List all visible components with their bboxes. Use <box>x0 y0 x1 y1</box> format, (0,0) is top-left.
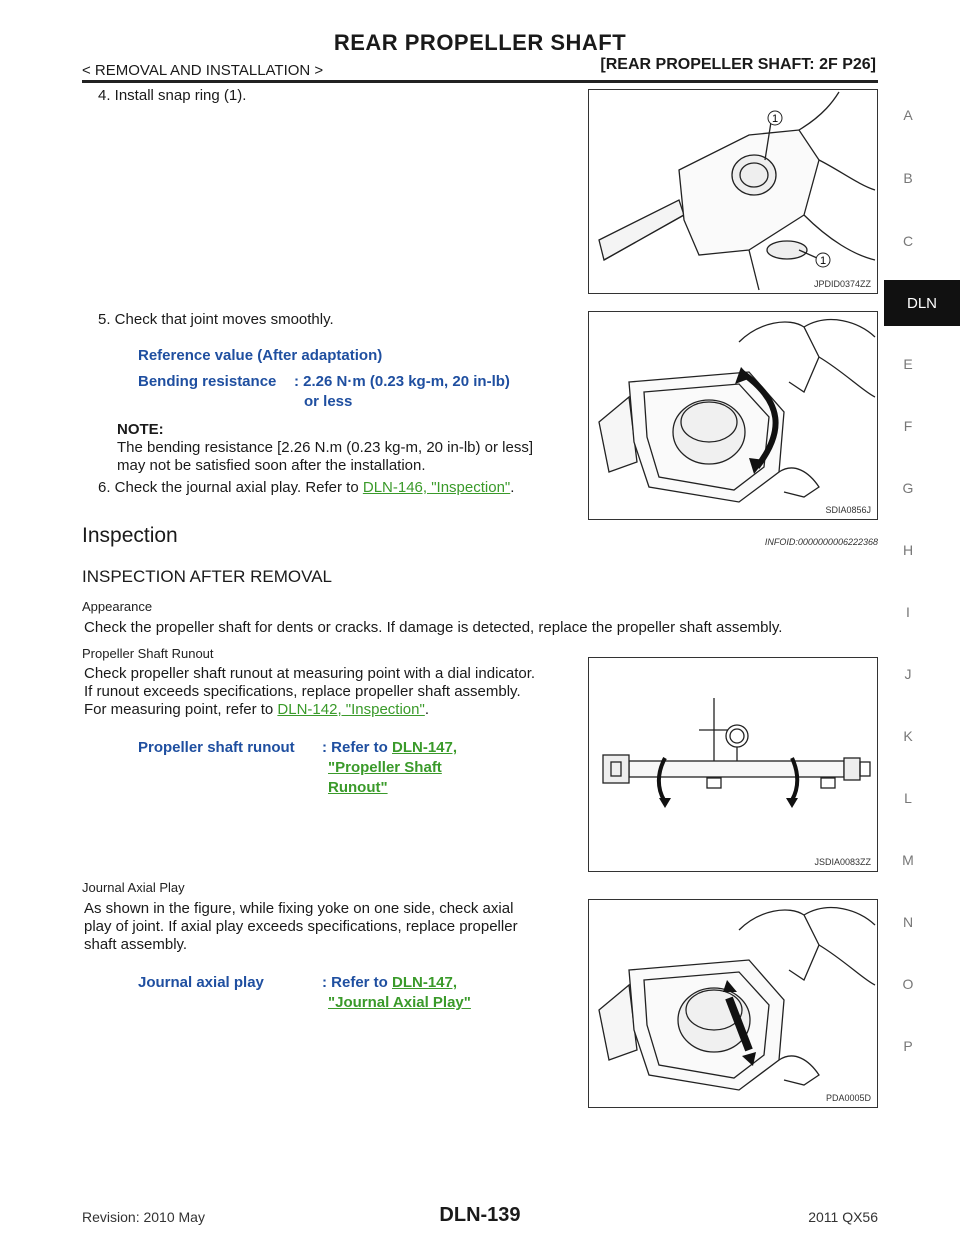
footer-revision: Revision: 2010 May <box>82 1209 205 1225</box>
header-rule <box>82 80 878 83</box>
step-6-suffix: . <box>510 479 515 496</box>
runout-text-3-suffix: . <box>424 701 429 718</box>
runout-spec-prefix: : Refer to <box>322 739 393 756</box>
bending-value-2: or less <box>304 393 353 410</box>
footer-model: 2011 QX56 <box>808 1209 878 1225</box>
appearance-heading: Appearance <box>82 599 153 614</box>
runout-spec-value <box>322 737 457 759</box>
link-dln-147-journal[interactable]: DLN-147, <box>392 974 458 991</box>
link-dln-147-runout[interactable]: DLN-147, <box>392 739 458 756</box>
index-i[interactable]: I <box>906 604 910 620</box>
figure-id: JPDID0374ZZ <box>813 279 871 289</box>
note-label: NOTE: <box>117 421 164 438</box>
step-6 <box>98 478 514 498</box>
index-n[interactable]: N <box>902 914 914 930</box>
runout-text-3-prefix: For measuring point, refer to <box>84 701 278 718</box>
figure-snap-ring <box>588 89 878 294</box>
index-m[interactable]: M <box>902 852 914 868</box>
figure-bending-resistance <box>588 311 878 520</box>
journal-text-1: As shown in the figure, while fixing yoke on one side, check axial <box>84 900 514 917</box>
index-l[interactable]: L <box>904 790 912 806</box>
link-dln-146-inspection[interactable]: DLN-146, "Inspection" <box>362 479 511 496</box>
index-o[interactable]: O <box>902 976 914 992</box>
index-p[interactable]: P <box>903 1038 913 1054</box>
note-text-2: may not be satisfied soon after the installation. <box>117 457 426 474</box>
journal-spec-value <box>322 972 457 994</box>
index-a[interactable]: A <box>903 107 913 123</box>
figure-runout <box>588 657 878 872</box>
journal-text-3: shaft assembly. <box>84 936 188 953</box>
index-g[interactable]: G <box>902 480 914 496</box>
journal-spec-link-2: "Journal Axial Play" <box>328 994 471 1011</box>
snap-ring-illustration <box>589 90 877 293</box>
callout-1-top: 1 <box>771 113 779 125</box>
runout-text-1: Check propeller shaft runout at measuring point with a dial indicator. <box>84 665 536 682</box>
runout-text-2: If runout exceeds specifications, replace propeller shaft assembly. <box>84 683 521 700</box>
figure-id: SDIA0856J <box>825 505 871 515</box>
runout-heading: Propeller Shaft Runout <box>82 646 214 661</box>
journal-heading: Journal Axial Play <box>82 880 185 895</box>
index-f[interactable]: F <box>903 418 913 434</box>
reference-label: Reference value (After adaptation) <box>138 347 383 364</box>
index-c[interactable]: C <box>902 233 914 249</box>
index-dln-active[interactable]: DLN <box>884 280 960 326</box>
runout-illustration <box>589 658 877 871</box>
step-6-text: 6. Check the journal axial play. Refer to <box>98 479 363 496</box>
index-j[interactable]: J <box>904 666 912 682</box>
journal-text-2: play of joint. If axial play exceeds specifications, replace propeller <box>84 918 518 935</box>
inspection-heading: Inspection <box>82 524 178 547</box>
figure-journal-play <box>588 899 878 1108</box>
step-5: 5. Check that joint moves smoothly. <box>98 311 334 328</box>
step-4: 4. Install snap ring (1). <box>98 87 247 104</box>
index-k[interactable]: K <box>903 728 913 744</box>
page-title: REAR PROPELLER SHAFT <box>333 30 627 55</box>
figure-id: PDA0005D <box>825 1093 871 1103</box>
callout-1-bottom: 1 <box>819 255 827 267</box>
index-b[interactable]: B <box>903 170 913 186</box>
page-number: DLN-139 <box>439 1204 521 1226</box>
note-text-1: The bending resistance [2.26 N.m (0.23 kg-m, 20 in-lb) or less] <box>117 439 534 456</box>
runout-spec-label: Propeller shaft runout <box>138 739 295 756</box>
link-dln-142-inspection[interactable]: DLN-142, "Inspection" <box>277 701 425 718</box>
index-e[interactable]: E <box>903 356 913 372</box>
info-id: INFOID:0000000006222368 <box>764 537 878 547</box>
figure-id: JSDIA0083ZZ <box>814 857 871 867</box>
bending-value-1: : 2.26 N·m (0.23 kg-m, 20 in-lb) <box>294 373 510 390</box>
bending-illustration <box>589 312 877 519</box>
bending-label: Bending resistance <box>138 373 277 390</box>
section-tag: [REAR PROPELLER SHAFT: 2F P26] <box>600 56 876 73</box>
journal-play-illustration <box>589 900 877 1107</box>
breadcrumb: < REMOVAL AND INSTALLATION > <box>82 62 324 79</box>
runout-spec-link-2: "Propeller Shaft <box>328 759 442 776</box>
runout-spec-link-3: Runout" <box>328 779 388 796</box>
journal-spec-label: Journal axial play <box>138 974 264 991</box>
runout-text-3 <box>84 700 429 720</box>
appearance-text: Check the propeller shaft for dents or cracks. If damage is detected, replace the propeller shaft assembly. <box>84 619 783 636</box>
inspection-subheading: INSPECTION AFTER REMOVAL <box>82 567 333 586</box>
journal-spec-prefix: : Refer to <box>322 974 393 991</box>
index-h[interactable]: H <box>902 542 914 558</box>
